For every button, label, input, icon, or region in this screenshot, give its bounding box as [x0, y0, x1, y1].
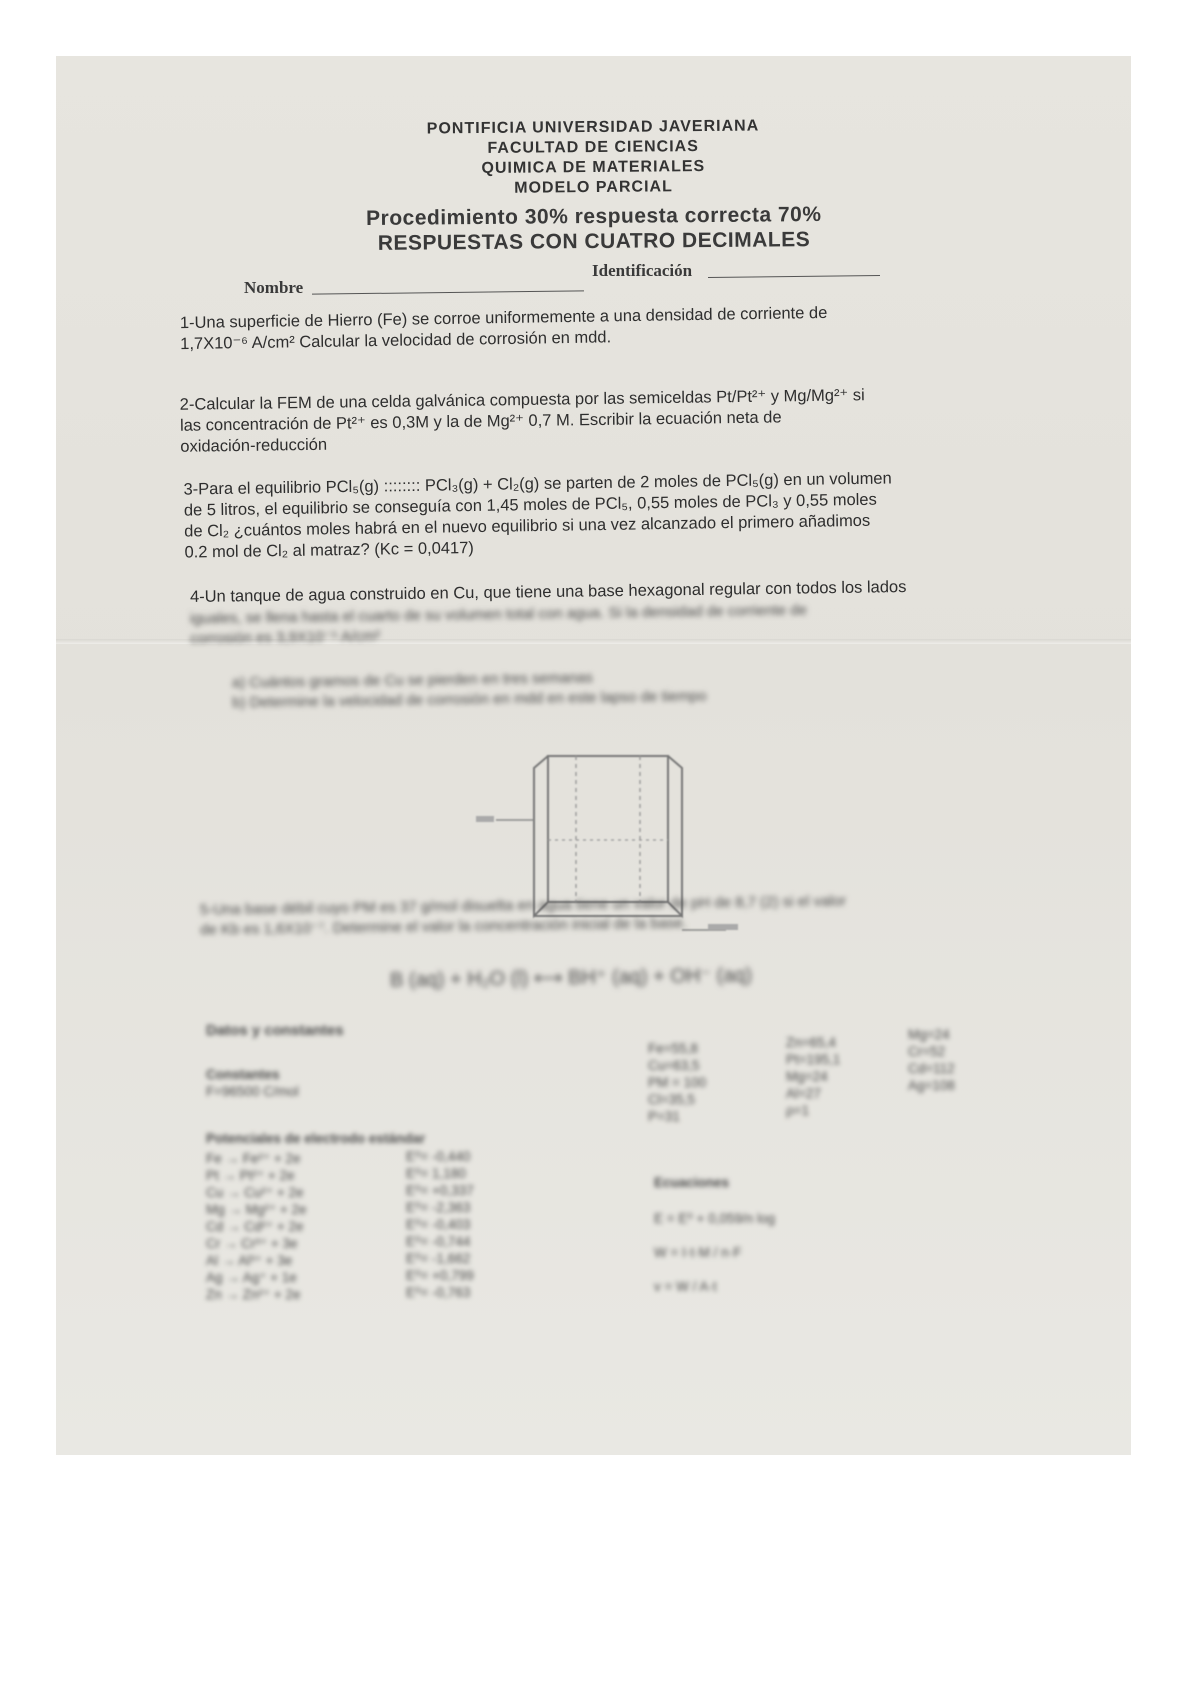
- question-2: [180, 385, 866, 458]
- university-name: PONTIFICIA UNIVERSIDAD JAVERIANA: [426, 117, 760, 138]
- faculty-name: FACULTAD DE CIENCIAS: [487, 138, 699, 157]
- reaction-item: Cu → Cu²⁺ + 2e: [206, 1185, 304, 1200]
- potential-item: E⁰= -1,662: [406, 1251, 471, 1266]
- atomic-mass-column-1: [648, 1040, 706, 1125]
- potentials-title: Potenciales de electrodo estándar: [206, 1131, 426, 1146]
- question-line: 0.2 mol de Cl₂ al matraz? (Kc = 0,0417): [184, 539, 474, 562]
- constants-title: Constantes: [206, 1067, 280, 1082]
- question-line: 1,7X10⁻⁶ A/cm² Calcular la velocidad de corrosión en mdd.: [180, 328, 612, 354]
- equation-item: E = E⁰ + 0,059/n log: [654, 1211, 775, 1226]
- mass-item: Cl=35,5: [648, 1092, 695, 1107]
- id-field[interactable]: [708, 275, 880, 278]
- question-1: [180, 303, 828, 355]
- mass-item: Cr=52: [908, 1044, 946, 1059]
- reaction-item: Zn → Zn²⁺ + 2e: [206, 1287, 301, 1302]
- question-line: de Cl₂ ¿cuántos moles habrá en el nuevo equilibrio si una vez alcanzado el primero añadimos: [184, 511, 871, 541]
- mass-item: P=31: [648, 1109, 680, 1124]
- mass-item: Zn=65,4: [786, 1035, 836, 1050]
- reactions-column: [206, 1150, 307, 1303]
- name-label: Nombre: [244, 278, 304, 297]
- atomic-mass-column-3: [908, 1026, 955, 1094]
- question-line: de 5 litros, el equilibrio se conseguía con 1,45 moles de PCl₅, 0,55 moles de PCl₃ y 0,55 moles: [183, 490, 877, 520]
- exam-paper: [56, 56, 1131, 1455]
- question-line: 2-Calcular la FEM de una celda galvánica compuesta por las semiceldas Pt/Pt²⁺ y Mg/Mg²⁺ si: [179, 386, 865, 414]
- decimal-instruction: RESPUESTAS CON CUATRO DECIMALES: [377, 228, 811, 255]
- question-line: oxidación-reducción: [180, 435, 328, 456]
- question-line: de Kb es 1,6X10⁻⁷. Determine el valor la concentración inicial de la base.: [200, 914, 688, 939]
- data-section-title: Datos y constantes: [206, 1022, 344, 1039]
- potential-item: E⁰= +0,799: [406, 1268, 474, 1283]
- exam-title: MODELO PARCIAL: [514, 178, 673, 197]
- question-line: 5-Una base débil cuyo PM es 37 g/mol disuelta en agua tiene un valor de pH de 8,7 (2) si el valor: [199, 892, 847, 919]
- mass-item: Al=27: [786, 1086, 821, 1101]
- name-field[interactable]: [312, 290, 584, 294]
- course-name: QUIMICA DE MATERIALES: [481, 158, 706, 177]
- mass-item: ρ=1: [786, 1103, 810, 1118]
- reaction-item: Mg → Mg²⁺ + 2e: [206, 1202, 307, 1217]
- reaction-item: Cd → Cd²⁺ + 2e: [206, 1219, 304, 1234]
- mass-item: Mg=24: [908, 1027, 950, 1042]
- mass-item: Pt=195,1: [786, 1052, 841, 1067]
- exam-header: [55, 113, 1131, 258]
- potential-item: E⁰= -2,363: [406, 1200, 471, 1215]
- equation-item: W = I·t·M / n·F: [654, 1245, 742, 1260]
- mass-item: Fe=55,8: [648, 1041, 698, 1056]
- constant-item: F=96500 C/mol: [206, 1084, 299, 1099]
- reaction-item: Pt → Pt²⁺ + 2e: [206, 1168, 295, 1183]
- potential-item: E⁰= -0,440: [406, 1149, 471, 1164]
- potential-item: E⁰= +0,337: [406, 1183, 474, 1198]
- equations-block: [654, 1202, 775, 1304]
- base-equilibrium-equation: B (aq) + H₂O (l) ⟷ BH⁺ (aq) + OH⁻ (aq): [389, 964, 753, 992]
- question-line: 1-Una superficie de Hierro (Fe) se corroe uniformemente a una densidad de corriente de: [179, 303, 828, 333]
- mass-item: Cu=63,5: [648, 1058, 700, 1073]
- potential-item: E⁰= -0,763: [406, 1285, 471, 1300]
- question-4-items: [232, 667, 707, 714]
- atomic-mass-column-2: [786, 1034, 840, 1119]
- constants-block: [206, 1066, 299, 1100]
- question-3: [183, 468, 892, 563]
- mass-item: PM = 100: [648, 1075, 707, 1090]
- question-line: iguales, se llena hasta el cuarto de su volumen total con agua. Si la densidad de corriente de: [189, 601, 808, 628]
- grading-scheme: Procedimiento 30% respuesta correcta 70%: [365, 203, 822, 230]
- mass-item: Cd=112: [908, 1061, 955, 1076]
- mass-item: Mg=24: [786, 1069, 828, 1084]
- mass-item: Ag=108: [908, 1078, 955, 1093]
- question-line: corrosión es 3,9X10⁻⁵ A/cm²: [190, 627, 381, 648]
- reaction-item: Ag → Ag⁺ + 1e: [206, 1270, 297, 1285]
- question-item: b) Determine la velocidad de corrosión en mdd en este lapso de tiempo: [232, 687, 707, 712]
- id-label: Identificación: [592, 261, 693, 280]
- question-item: a) Cuántos gramos de Cu se pierden en tres semanas: [231, 669, 593, 692]
- potentials-column: [406, 1148, 474, 1301]
- reaction-item: Cr → Cr³⁺ + 3e: [206, 1236, 298, 1251]
- equation-item: v = W / A·t: [654, 1279, 717, 1294]
- question-line: 3-Para el equilibrio PCl₅(g) :::::::: PCl₃(g) + Cl₂(g) se parten de 2 moles de PCl₅(g) en un volumen: [183, 469, 892, 499]
- potential-item: E⁰= -0,744: [406, 1234, 471, 1249]
- equations-title: Ecuaciones: [654, 1175, 730, 1190]
- reaction-item: Fe → Fe²⁺ + 2e: [206, 1151, 301, 1166]
- reaction-item: Al → Al³⁺ + 3e: [206, 1253, 293, 1268]
- question-line: las concentración de Pt²⁺ es 0,3M y la de Mg²⁺ 0,7 M. Escribir la ecuación neta de: [179, 408, 782, 435]
- question-line: 4-Un tanque de agua construido en Cu, que tiene una base hexagonal regular con todos los lados: [189, 577, 907, 607]
- potential-item: E⁰= 1,180: [406, 1166, 466, 1181]
- potential-item: E⁰= -0,403: [406, 1217, 471, 1232]
